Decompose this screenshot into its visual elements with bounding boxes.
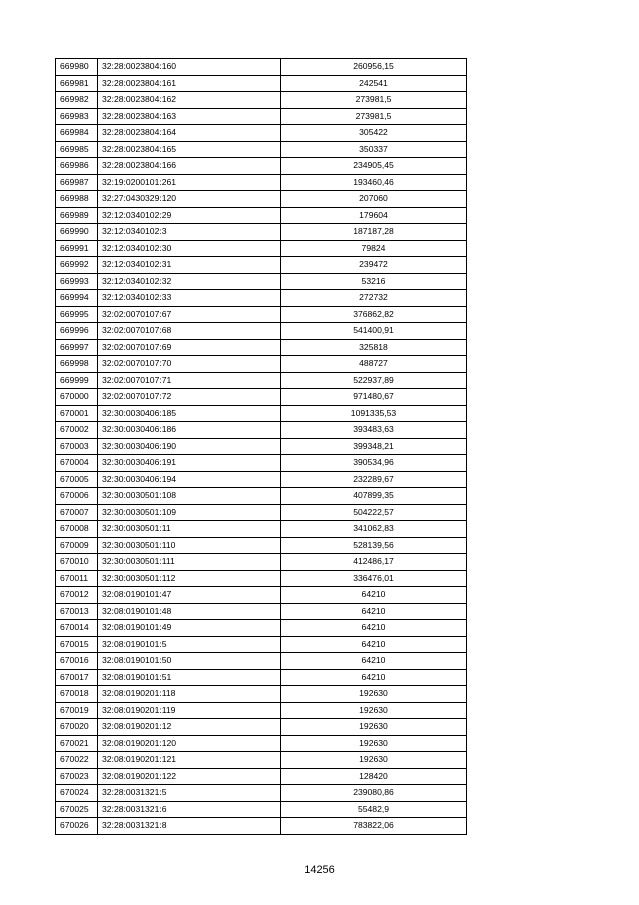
row-id-cell: 669990 [56, 224, 98, 241]
value-cell: 273981,5 [281, 92, 467, 109]
table-row [56, 735, 467, 752]
table-row [56, 669, 467, 686]
row-id-cell: 669987 [56, 174, 98, 191]
value-cell: 783822,06 [281, 818, 467, 835]
table-row [56, 372, 467, 389]
cadastral-number-cell: 32:27:0430329:120 [98, 191, 281, 208]
value-cell: 522937,89 [281, 372, 467, 389]
value-cell: 399348,21 [281, 438, 467, 455]
row-id-cell: 669998 [56, 356, 98, 373]
value-cell: 393483,63 [281, 422, 467, 439]
cadastral-number-cell: 32:08:0190201:121 [98, 752, 281, 769]
table-row [56, 306, 467, 323]
table-row [56, 207, 467, 224]
page-number: 14256 [304, 864, 335, 876]
value-cell: 128420 [281, 768, 467, 785]
value-cell: 53216 [281, 273, 467, 290]
cadastral-number-cell: 32:02:0070107:67 [98, 306, 281, 323]
table-row [56, 224, 467, 241]
cadastral-number-cell: 32:12:0340102:32 [98, 273, 281, 290]
table-row [56, 389, 467, 406]
row-id-cell: 670020 [56, 719, 98, 736]
table-row [56, 818, 467, 835]
cadastral-number-cell: 32:28:0023804:166 [98, 158, 281, 175]
cadastral-number-cell: 32:08:0190201:12 [98, 719, 281, 736]
cadastral-number-cell: 32:12:0340102:29 [98, 207, 281, 224]
value-cell: 390534,96 [281, 455, 467, 472]
row-id-cell: 669997 [56, 339, 98, 356]
table-row [56, 405, 467, 422]
value-cell: 192630 [281, 719, 467, 736]
value-cell: 192630 [281, 735, 467, 752]
value-cell: 528139,56 [281, 537, 467, 554]
value-cell: 971480,67 [281, 389, 467, 406]
value-cell: 232289,67 [281, 471, 467, 488]
table-row [56, 587, 467, 604]
row-id-cell: 670010 [56, 554, 98, 571]
value-cell: 239080,86 [281, 785, 467, 802]
value-cell: 64210 [281, 636, 467, 653]
value-cell: 55482,9 [281, 801, 467, 818]
cadastral-number-cell: 32:02:0070107:72 [98, 389, 281, 406]
row-id-cell: 670019 [56, 702, 98, 719]
value-cell: 1091335,53 [281, 405, 467, 422]
value-cell: 64210 [281, 587, 467, 604]
row-id-cell: 669994 [56, 290, 98, 307]
cadastral-number-cell: 32:12:0340102:3 [98, 224, 281, 241]
cadastral-number-cell: 32:28:0031321:5 [98, 785, 281, 802]
row-id-cell: 670005 [56, 471, 98, 488]
cadastral-number-cell: 32:08:0190101:49 [98, 620, 281, 637]
value-cell: 79824 [281, 240, 467, 257]
table-row [56, 141, 467, 158]
cadastral-number-cell: 32:28:0031321:6 [98, 801, 281, 818]
row-id-cell: 670016 [56, 653, 98, 670]
cadastral-number-cell: 32:19:0200101:261 [98, 174, 281, 191]
cadastral-number-cell: 32:28:0023804:162 [98, 92, 281, 109]
row-id-cell: 670007 [56, 504, 98, 521]
cadastral-number-cell: 32:28:0023804:165 [98, 141, 281, 158]
value-cell: 207060 [281, 191, 467, 208]
table-row [56, 75, 467, 92]
row-id-cell: 669983 [56, 108, 98, 125]
value-cell: 179604 [281, 207, 467, 224]
row-id-cell: 669989 [56, 207, 98, 224]
table-row [56, 471, 467, 488]
row-id-cell: 669992 [56, 257, 98, 274]
value-cell: 64210 [281, 620, 467, 637]
value-cell: 305422 [281, 125, 467, 142]
row-id-cell: 670013 [56, 603, 98, 620]
table-row [56, 59, 467, 76]
row-id-cell: 670001 [56, 405, 98, 422]
table-row [56, 158, 467, 175]
table-row [56, 273, 467, 290]
cadastral-number-cell: 32:08:0190201:120 [98, 735, 281, 752]
value-cell: 239472 [281, 257, 467, 274]
cadastral-number-cell: 32:30:0030501:108 [98, 488, 281, 505]
table-row [56, 488, 467, 505]
cadastral-number-cell: 32:30:0030501:110 [98, 537, 281, 554]
row-id-cell: 670024 [56, 785, 98, 802]
table-row [56, 240, 467, 257]
row-id-cell: 670000 [56, 389, 98, 406]
row-id-cell: 670025 [56, 801, 98, 818]
cadastral-number-cell: 32:08:0190201:118 [98, 686, 281, 703]
cadastral-number-cell: 32:08:0190101:47 [98, 587, 281, 604]
value-cell: 193460,46 [281, 174, 467, 191]
row-id-cell: 670008 [56, 521, 98, 538]
table-row [56, 603, 467, 620]
value-cell: 187187,28 [281, 224, 467, 241]
cadastral-number-cell: 32:02:0070107:69 [98, 339, 281, 356]
value-cell: 192630 [281, 702, 467, 719]
table-row [56, 323, 467, 340]
row-id-cell: 670009 [56, 537, 98, 554]
cadastral-number-cell: 32:28:0023804:161 [98, 75, 281, 92]
cadastral-number-cell: 32:28:0023804:163 [98, 108, 281, 125]
row-id-cell: 669996 [56, 323, 98, 340]
row-id-cell: 670002 [56, 422, 98, 439]
table-row [56, 785, 467, 802]
row-id-cell: 669985 [56, 141, 98, 158]
value-cell: 234905,45 [281, 158, 467, 175]
cadastral-number-cell: 32:12:0340102:33 [98, 290, 281, 307]
value-cell: 325818 [281, 339, 467, 356]
value-cell: 242541 [281, 75, 467, 92]
row-id-cell: 670003 [56, 438, 98, 455]
cadastral-number-cell: 32:28:0023804:164 [98, 125, 281, 142]
row-id-cell: 669984 [56, 125, 98, 142]
value-cell: 336476,01 [281, 570, 467, 587]
value-cell: 341062,83 [281, 521, 467, 538]
cadastral-number-cell: 32:08:0190201:119 [98, 702, 281, 719]
row-id-cell: 669991 [56, 240, 98, 257]
row-id-cell: 669982 [56, 92, 98, 109]
cadastral-number-cell: 32:08:0190101:48 [98, 603, 281, 620]
cadastral-number-cell: 32:30:0030501:11 [98, 521, 281, 538]
value-cell: 192630 [281, 686, 467, 703]
table-row [56, 125, 467, 142]
cadastral-number-cell: 32:30:0030501:109 [98, 504, 281, 521]
value-cell: 64210 [281, 653, 467, 670]
value-cell: 488727 [281, 356, 467, 373]
table-row [56, 752, 467, 769]
value-cell: 64210 [281, 603, 467, 620]
row-id-cell: 669995 [56, 306, 98, 323]
table-row [56, 257, 467, 274]
cadastral-number-cell: 32:08:0190101:5 [98, 636, 281, 653]
table-row [56, 653, 467, 670]
table-row [56, 108, 467, 125]
cadastral-number-cell: 32:08:0190101:51 [98, 669, 281, 686]
row-id-cell: 670021 [56, 735, 98, 752]
row-id-cell: 669993 [56, 273, 98, 290]
table-row [56, 356, 467, 373]
table-row [56, 554, 467, 571]
table-row [56, 636, 467, 653]
cadastral-number-cell: 32:30:0030501:111 [98, 554, 281, 571]
row-id-cell: 669986 [56, 158, 98, 175]
table-row [56, 570, 467, 587]
table-row [56, 92, 467, 109]
value-cell: 350337 [281, 141, 467, 158]
row-id-cell: 670015 [56, 636, 98, 653]
row-id-cell: 670026 [56, 818, 98, 835]
table-row [56, 521, 467, 538]
table-row [56, 768, 467, 785]
row-id-cell: 670022 [56, 752, 98, 769]
row-id-cell: 670017 [56, 669, 98, 686]
cadastral-number-cell: 32:12:0340102:30 [98, 240, 281, 257]
row-id-cell: 670014 [56, 620, 98, 637]
value-cell: 273981,5 [281, 108, 467, 125]
table-row [56, 537, 467, 554]
table-row [56, 174, 467, 191]
table-row [56, 620, 467, 637]
row-id-cell: 670011 [56, 570, 98, 587]
value-cell: 376862,82 [281, 306, 467, 323]
row-id-cell: 670023 [56, 768, 98, 785]
table-row [56, 191, 467, 208]
cadastral-number-cell: 32:02:0070107:70 [98, 356, 281, 373]
row-id-cell: 670006 [56, 488, 98, 505]
table-row [56, 702, 467, 719]
cadastral-number-cell: 32:30:0030406:191 [98, 455, 281, 472]
table-row [56, 801, 467, 818]
table-row [56, 455, 467, 472]
value-cell: 412486,17 [281, 554, 467, 571]
table-row [56, 290, 467, 307]
registry-table [55, 58, 467, 835]
row-id-cell: 670004 [56, 455, 98, 472]
cadastral-number-cell: 32:08:0190201:122 [98, 768, 281, 785]
table-row [56, 339, 467, 356]
value-cell: 541400,91 [281, 323, 467, 340]
table-row [56, 504, 467, 521]
value-cell: 64210 [281, 669, 467, 686]
value-cell: 260956,15 [281, 59, 467, 76]
cadastral-number-cell: 32:30:0030406:194 [98, 471, 281, 488]
cadastral-number-cell: 32:02:0070107:68 [98, 323, 281, 340]
table-row [56, 719, 467, 736]
cadastral-number-cell: 32:02:0070107:71 [98, 372, 281, 389]
registry-table-body [56, 59, 467, 835]
value-cell: 407899,35 [281, 488, 467, 505]
cadastral-number-cell: 32:30:0030501:112 [98, 570, 281, 587]
value-cell: 192630 [281, 752, 467, 769]
row-id-cell: 669981 [56, 75, 98, 92]
row-id-cell: 669999 [56, 372, 98, 389]
table-row [56, 438, 467, 455]
cadastral-number-cell: 32:30:0030406:185 [98, 405, 281, 422]
cadastral-number-cell: 32:28:0023804:160 [98, 59, 281, 76]
table-row [56, 686, 467, 703]
row-id-cell: 670018 [56, 686, 98, 703]
row-id-cell: 670012 [56, 587, 98, 604]
value-cell: 272732 [281, 290, 467, 307]
row-id-cell: 669980 [56, 59, 98, 76]
cadastral-number-cell: 32:08:0190101:50 [98, 653, 281, 670]
cadastral-number-cell: 32:30:0030406:190 [98, 438, 281, 455]
cadastral-number-cell: 32:28:0031321:8 [98, 818, 281, 835]
value-cell: 504222,57 [281, 504, 467, 521]
cadastral-number-cell: 32:12:0340102:31 [98, 257, 281, 274]
cadastral-number-cell: 32:30:0030406:186 [98, 422, 281, 439]
row-id-cell: 669988 [56, 191, 98, 208]
table-row [56, 422, 467, 439]
